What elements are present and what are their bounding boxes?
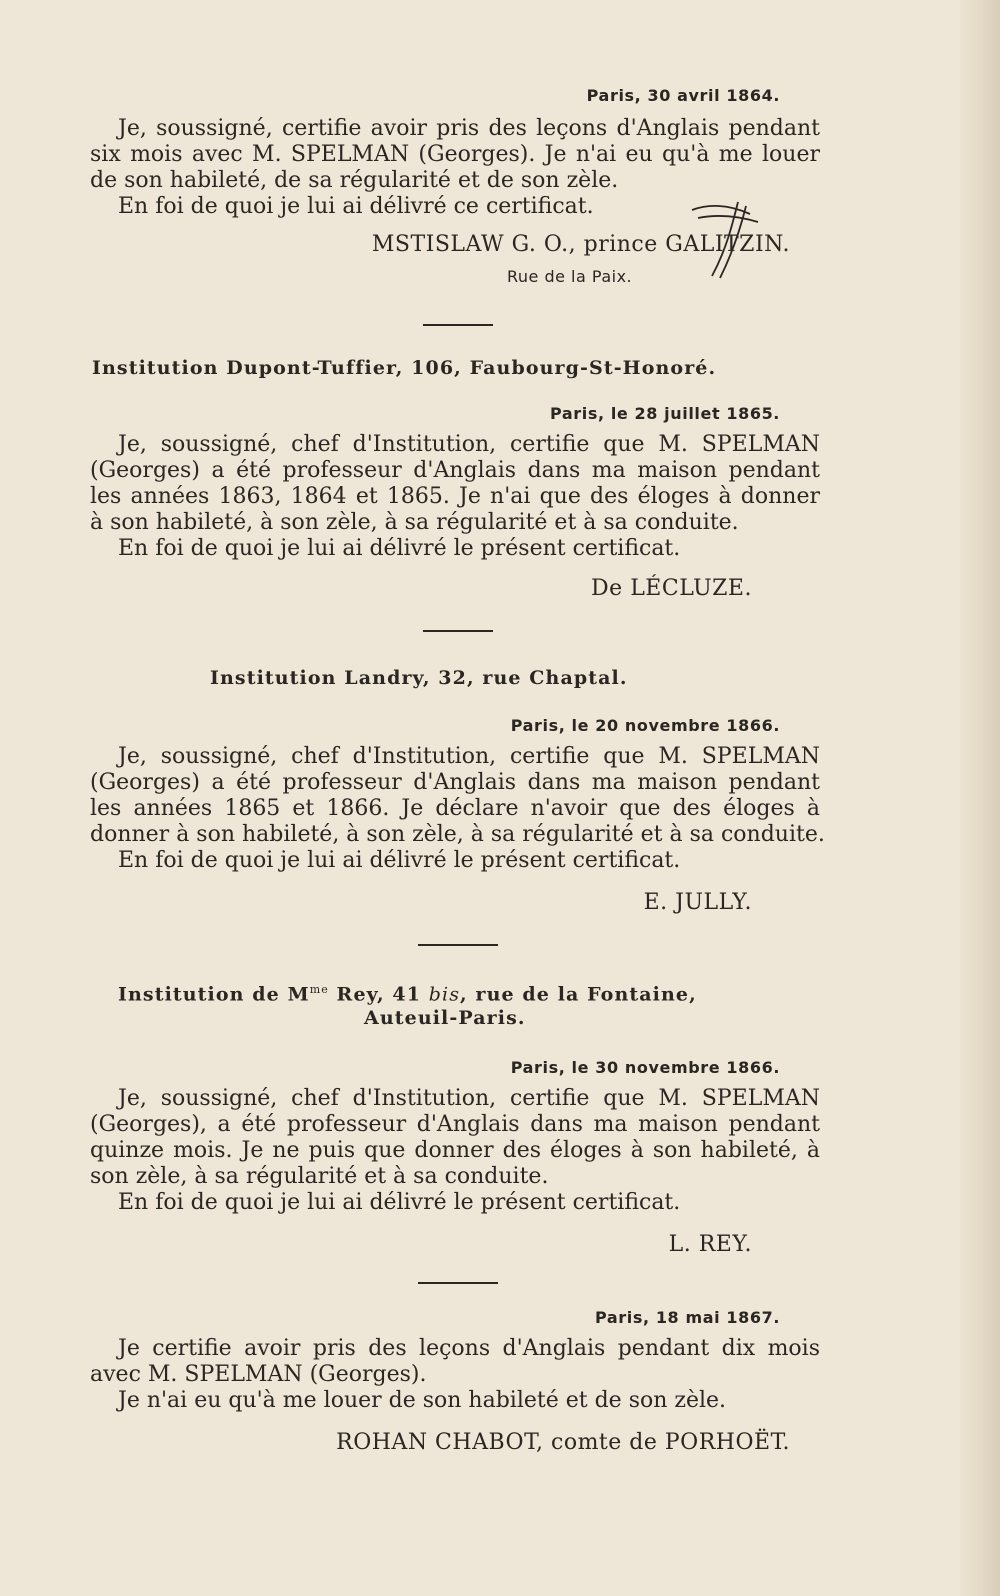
cert1-body-line-1: Je, soussigné, certifie avoir pris des leçons d'Anglais pendant: [118, 116, 820, 141]
cert1-body-line-3: de son habileté, de sa régularité et de son zèle.: [90, 168, 619, 193]
cert3-closing: En foi de quoi je lui ai délivré le présent certificat.: [118, 848, 681, 873]
cert3-body-line-3: les années 1865 et 1866. Je déclare n'avoir que des éloges à: [90, 796, 820, 821]
cert1-address: Rue de la Paix.: [507, 267, 633, 286]
cert3-date: Paris, le 20 novembre 1866.: [510, 716, 780, 735]
cert4-signature: L. REY.: [668, 1232, 752, 1257]
cert4-date: Paris, le 30 novembre 1866.: [510, 1058, 780, 1077]
cert4-body-line-4: son zèle, à sa régularité et à sa conduite.: [90, 1164, 549, 1189]
handwritten-flourish: [688, 196, 778, 284]
cert1-date: Paris, 30 avril 1864.: [586, 86, 780, 105]
cert2-body-line-2: (Georges) a été professeur d'Anglais dans ma maison pendant: [90, 458, 820, 483]
cert4-closing: En foi de quoi je lui ai délivré le présent certificat.: [118, 1190, 681, 1215]
cert5-signature: ROHAN CHABOT, comte de PORHOËT.: [336, 1430, 790, 1455]
cert1-closing: En foi de quoi je lui ai délivré ce certificat.: [118, 194, 594, 219]
cert2-signature: De LÉCLUZE.: [591, 576, 752, 601]
cert5-body-line-2: avec M. SPELMAN (Georges).: [90, 1362, 427, 1387]
cert1-signature: MSTISLAW G. O., prince GALITZIN.: [371, 232, 790, 257]
cert5-date: Paris, 18 mai 1867.: [594, 1308, 780, 1327]
cert3-heading: Institution Landry, 32, rue Chaptal.: [210, 667, 628, 689]
cert2-date: Paris, le 28 juillet 1865.: [550, 404, 780, 423]
cert2-body-line-4: à son habileté, à son zèle, à sa régularité et à sa conduite.: [90, 510, 739, 535]
cert5-closing: Je n'ai eu qu'à me louer de son habileté et de son zèle.: [118, 1388, 727, 1413]
separator-rule: [423, 324, 493, 326]
cert2-closing: En foi de quoi je lui ai délivré le présent certificat.: [118, 536, 681, 561]
cert2-body-line-3: les années 1863, 1864 et 1865. Je n'ai que des éloges à donner: [90, 484, 820, 509]
cert5-body-line-1: Je certifie avoir pris des leçons d'Anglais pendant dix mois: [118, 1336, 820, 1361]
cert4-body-line-1: Je, soussigné, chef d'Institution, certifie que M. SPELMAN: [118, 1086, 820, 1111]
cert4-body-line-3: quinze mois. Je ne puis que donner des éloges à son habileté, à: [90, 1138, 820, 1163]
cert3-body-line-4: donner à son habileté, à son zèle, à sa régularité et à sa conduite.: [90, 822, 825, 847]
cert3-signature: E. JULLY.: [643, 890, 752, 915]
cert4-heading-line-1: Institution de $M^{me}$ Rey, 41 bis, rue de la Fontaine,: [118, 983, 697, 1006]
cert3-body-line-1: Je, soussigné, chef d'Institution, certifie que M. SPELMAN: [118, 744, 820, 769]
cert2-heading: Institution Dupont-Tuffier, 106, Faubourg-St-Honoré.: [92, 357, 717, 379]
separator-rule: [423, 630, 493, 632]
cert1-body-line-2: six mois avec M. SPELMAN (Georges). Je n'ai eu qu'à me louer: [90, 142, 820, 167]
separator-rule: [418, 944, 498, 946]
separator-rule: [418, 1282, 498, 1284]
cert2-body-line-1: Je, soussigné, chef d'Institution, certifie que M. SPELMAN: [118, 432, 820, 457]
cert4-heading-line-2: Auteuil-Paris.: [364, 1007, 526, 1029]
cert4-body-line-2: (Georges), a été professeur d'Anglais dans ma maison pendant: [90, 1112, 820, 1137]
cert3-body-line-2: (Georges) a été professeur d'Anglais dans ma maison pendant: [90, 770, 820, 795]
